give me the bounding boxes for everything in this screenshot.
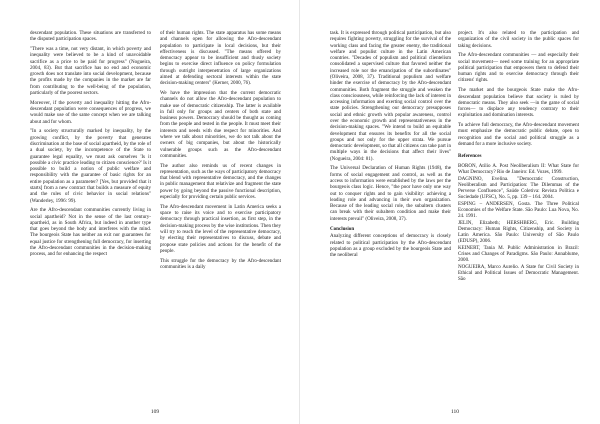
left-column-1: [30, 30, 151, 258]
paragraph: Analyzing different conceptions of democracy is closely related to political participation by the Afro-descendant population as a group excluded by the bourgeois State and the neoliberal: [330, 233, 451, 259]
reference-item: NOGUEIRA, Marco Aurelio. A State for Civil Society in Ethical and Political Issues of Democratic Management. São: [458, 263, 579, 283]
reference-item: KEINERT, Tania M. Public Administration in Brazil: Crises and Changes of Paradigms. São Paulo: Annablume, 2000.: [458, 244, 579, 264]
reference-item: JELIN, Elizabeth; HERSHBERG, Eric. Building Democracy: Human Rights, Citizenship, and Society in Latin America. São Paulo: University of São Paulo (EDUSP), 2006.: [458, 219, 579, 245]
paragraph: The Afro-descendant communities — and especially their social movement— need some training for an appropriate political participation that empowers them to defend their human rights and to exercise democracy through their citizens' rights.: [458, 52, 579, 84]
paragraph: Moreover, if the poverty and inequality hitting the Afro-descendant population were consequences of progress, we would make use of the same concept when we are talking about and for whom.: [30, 99, 151, 125]
paragraph: The market and the bourgeois State make the Afro-descendant population believe that society is ruled by democratic means. They also seek —in the game of social forces— to displace any tendency contrary to their exploitation and domination interests.: [458, 87, 579, 119]
page-right: [300, 0, 600, 424]
quote-paragraph: "In a society structurally marked by inequality, by the growing conflict, by the poverty that generates discrimination at the base of social apartheid, by the role of a dual society, by the incompetence of the State to guarantee legal equality, we must ask ourselves 'Is it possible a civic practice leading to citizen conscience?' Is it possible to build a notion of public welfare and responsibility with the guarantee of basic rights for an entire population as a parameter? [Yes, but provided that it starts] from a new contract that builds a measure of equity and the rules of civic behavior in social relations" (Wanderley, 1996: 99).: [30, 128, 151, 204]
references-heading: References: [458, 153, 482, 160]
paragraph: Are the Afro-descendant communities currently living in social apartheid? Not in the sense of the last century-apartheid, as in South Africa, but indeed in another type that goes beyond the body and interferes with the mind. The bourgeois State has neither an exit nor guarantees for equal justice for strengthening full democracy, for inserting the Afro-descendant communities in the decision-making process, and for enhancing the respect: [30, 207, 151, 258]
reference-item: BORON, Atilio A. Post Neoliberalism II: What State for What Democracy? Rio de Janeiro: Ed. Vozes, 1999.: [458, 163, 579, 176]
reference-item: ESPING – ANDERSEN, Gosta. The Three Political Economies of the Welfare State. São Paulo: Lua Nova, No. 24. 1991.: [458, 200, 579, 220]
conclusion-heading: Conclusion: [330, 225, 355, 232]
paragraph: The Afro-descendant movement in Latin America seeks a space to raise its voice and to exercise participatory democracy through practical insertion, as first step, in the decision-making process by the wise institutions. Then they will try to reach the level of the representative democracy, by electing their representatives to discuss, debate and propose state policies and actions for the benefit of the people.: [160, 203, 281, 254]
paragraph: The author also reminds us of recent changes in representation, such as the ways of participatory democracy that blend with representative democracy, and the changes in public management that relativize and fragment the state power by going beyond the passive functional description, especially for providing certain public services.: [160, 162, 281, 201]
right-column-2: [458, 30, 579, 282]
left-column-2: [160, 30, 281, 270]
page-number-right: 110: [450, 409, 460, 415]
paragraph: This struggle for the democracy by the Afro-descendant communities is a daily: [160, 257, 281, 270]
paragraph: of their human rights. The state apparatus has some means and channels open for allowing the Afro-descendant population to participate in local decisions, but their effectiveness is discussed. "The means offered by democracy appear to be insufficient and thusly society begins to exercise direct influence on policy formulation through outright interpenetration of large organizations aimed at defending sectoral interests within the state decision-making centers" (Kerner, 2000, 76).: [160, 30, 281, 87]
paragraph: To achieve full democracy, the Afro-descendant movement must emphasize the democratic public debate, open to recognition and the social and political struggle as a demand for a more inclusive society.: [458, 122, 579, 147]
right-column-1: [330, 30, 451, 258]
reference-item: DAGNINO, Evelina. "Democratic Construction, Neoliberalism and Participation: The Dilemmas of the Perverse Confluence", Saúde Coletiva: Revista Política e Sociedade (UFSC), No. 5, pp. 139 – 164. 2004.: [458, 175, 579, 201]
paragraph: The Universal Declaration of Human Rights (1948), the forms of social engagement and control, as well as the access to information were established by the laws per the bourgeois class logic. Hence, "the poor have only one way out to conquer rights and to gain visibility: achieving a leading role and advancing in their own organization. Because of the leading social role, the subaltern clusters can break with their subaltern condition and make their interests prevail" (Oliveira, 2008, 37).: [330, 165, 451, 222]
paragraph: project. It's also related to the participation and organization of the civil society in the public spaces for taking decisions.: [458, 30, 579, 49]
paragraph: We have the impression that the current democratic channels do not allow the Afro-descendant population to make use of democratic citizenship. The latter is available in full only for groups and centers of both state and business powers. Democracy should be thought as coming from the people and tested in the people. It must meet their interests and needs with due respect for minorities. And where we talk about minorities, we do not talk about the owners of big companies, but about the historically vulnerable groups such as the Afro-descendant communities.: [160, 90, 281, 159]
paragraph: descendant population. These situations are transferred to the disputed participation spaces.: [30, 30, 151, 43]
paragraph: task. It is expressed through political participation, but also requires fighting poverty, struggling for the survival of the working class and facing the greater enemy, the traditional welfare and populist culture in the Latin American countries. "Decades of populism and political clientelism consolidated a supervised culture that favored neither the increased role nor the emancipation of the subordinates"(Oliveira, 2008, 37). Traditional populism and welfare hinder the exercise of democracy by the Afro-descendant communities. Both fragment the struggle and weaken the class consciousness, while reinforcing the lack of interest in accessing information and exerting social control over the state policies. Strengthening our democracy presupposes social and ethnic growth with popular awareness, control over the economic growth and representativeness in the decision-making spaces. "We intend to build an equitable development that ensures its benefits for all the social groups and not only for the upper strata. We pursue democratic development, so that all citizens can take part in multiple ways in the decisions that affect their lives" (Nogueira, 2004: 81).: [330, 30, 451, 162]
page-number-left: 109: [150, 409, 160, 415]
paragraph: "There was a time, not very distant, in which poverty and inequality were believed to be a kind of unavoidable sacrifice as a price to be paid for progress" (Nogueira, 2004, 83). But that sacrifice has no end and economic growth does not translate into social development, because the profits made by the companies in the market are far from contributing to the well-being of the population, particularly of the poorest sectors.: [30, 46, 151, 97]
